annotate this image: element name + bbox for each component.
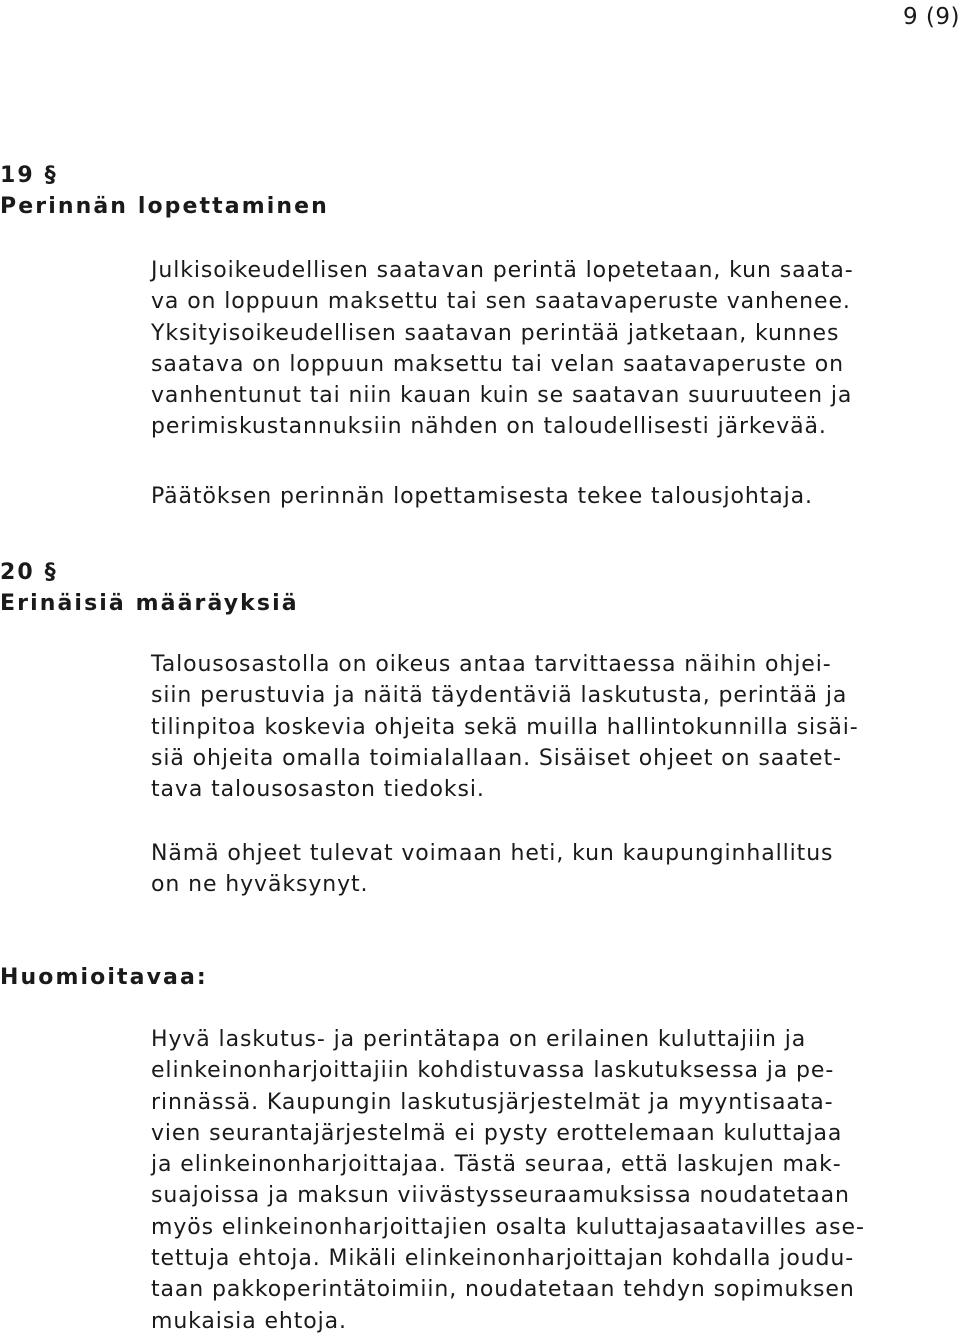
text-line: vien seurantajärjestelmä ei pysty erottelemaan kuluttajaa [151,1120,843,1146]
text-line: siä ohjeita omalla toimialallaan. Sisäiset ohjeet on saatet- [151,745,842,771]
text-line: taan pakkoperintätoimiin, noudatetaan tehdyn sopimuksen [151,1277,855,1303]
text-line: tava talousosaston tiedoksi. [151,777,485,803]
text-line: siin perustuvia ja näitä täydentäviä laskutusta, perintää ja [151,683,848,709]
page-number: 9 (9) [902,4,960,30]
text-line: saatava on loppuun maksettu tai velan saatavaperuste on [151,351,844,377]
section-title: Erinäisiä määräyksiä [0,591,299,616]
text-line: Nämä ohjeet tulevat voimaan heti, kun kaupunginhallitus [151,841,834,866]
text-line: rinnässä. Kaupungin laskutusjärjestelmät ja myyntisaata- [151,1089,834,1115]
text-line: myös elinkeinonharjoittajien osalta kuluttajasaatavilles ase- [151,1214,865,1240]
notes-paragraph [151,1024,951,1337]
section-20-heading [0,557,299,619]
text-line: ja elinkeinonharjoittajaa. Tästä seuraa, että laskujen mak- [151,1152,842,1178]
text-line: on ne hyväksynyt. [151,872,369,898]
section-19-paragraph-2 [151,481,951,512]
text-line: Päätöksen perinnän lopettamisesta tekee talousjohtaja. [151,484,813,509]
text-line: vanhentunut tai niin kauan kuin se saatavan suuruuteen ja [151,383,853,409]
text-line: suajoissa ja maksun viivästysseuraamuksissa noudatetaan [151,1183,850,1209]
notes-heading [0,962,208,993]
section-title: Perinnän lopettaminen [0,194,329,219]
text-line: tilinpitoa koskevia ohjeita sekä muilla hallintokunnilla sisäi- [151,714,859,740]
text-line: tettuja ehtoja. Mikäli elinkeinonharjoittajan kohdalla joudu- [151,1246,855,1272]
text-line: mukaisia ehtoja. [151,1308,347,1334]
section-number: 19 § [0,163,58,188]
section-19-heading [0,160,329,222]
section-20-paragraph-1 [151,649,951,805]
text-line: Yksityisoikeudellisen saatavan perintää jatketaan, kunnes [151,320,840,346]
text-line: perimiskustannuksiin nähden on taloudellisesti järkevää. [151,414,827,440]
text-line: Julkisoikeudellisen saatavan perintä lopetetaan, kun saata- [151,258,854,283]
section-number: 20 § [0,560,58,585]
text-line: Hyvä laskutus- ja perintätapa on erilainen kuluttajiin ja [151,1027,807,1052]
section-title: Huomioitavaa: [0,965,208,990]
text-line: elinkeinonharjoittajiin kohdistuvassa laskutuksessa ja pe- [151,1058,835,1084]
section-19-paragraph-1 [151,255,951,443]
text-line: Talousosastolla on oikeus antaa tarvittaessa näihin ohjei- [151,652,832,677]
section-20-paragraph-2 [151,838,951,901]
text-line: va on loppuun maksettu tai sen saatavaperuste vanhenee. [151,289,851,315]
